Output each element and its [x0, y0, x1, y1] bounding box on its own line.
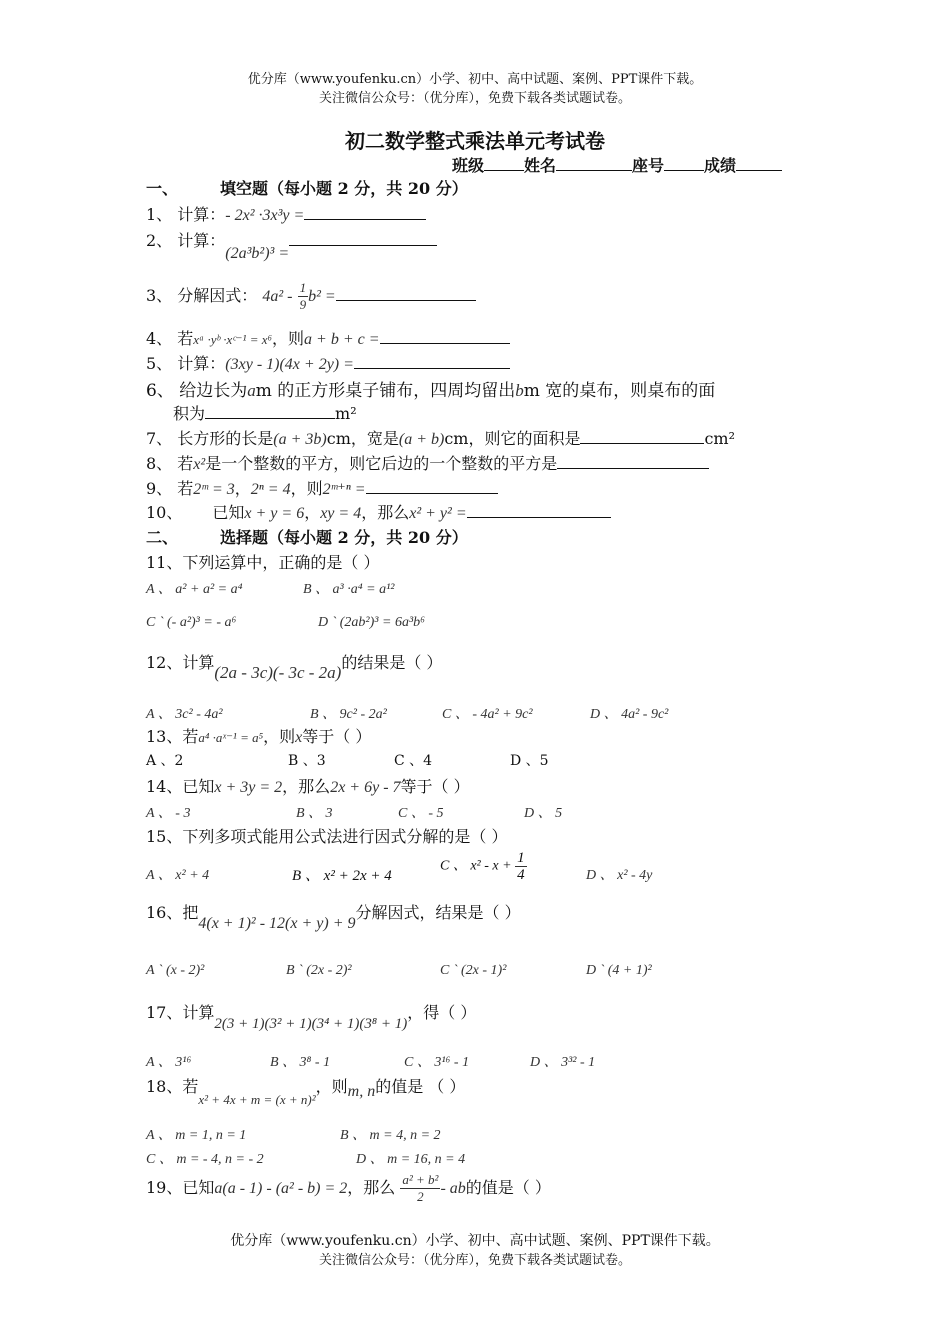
q16-expression: 4(x + 1)² - 12(x + y) + 9	[198, 915, 356, 932]
q4-mid: ，则	[272, 329, 305, 348]
q10-expression-2: xy = 4	[320, 505, 362, 522]
q19-expression: a(a - 1) - (a² - b) = 2	[214, 1180, 348, 1197]
question-17	[146, 1000, 477, 1032]
q9-mid: ，则	[290, 479, 323, 498]
q19-prefix: 19、已知	[146, 1178, 215, 1197]
q12-expression: (2a - 3c)(- 3c - 2a)	[214, 663, 342, 682]
name-blank[interactable]	[556, 156, 632, 171]
section-2-number: 二、	[146, 528, 179, 547]
q8-expression: x²	[193, 456, 206, 473]
section-2-heading	[146, 525, 468, 548]
q15-option-a[interactable]: A 、 x² + 4	[146, 868, 210, 883]
q4-answer-blank[interactable]	[380, 329, 510, 344]
q1-answer-blank[interactable]	[304, 205, 426, 220]
q6-answer-blank[interactable]	[205, 404, 335, 419]
q16-prefix: 16、把	[146, 903, 199, 922]
header-line-2: 关注微信公众号：（优分库），免费下载各类试题试卷。	[318, 91, 631, 106]
class-label: 班级	[452, 156, 485, 175]
question-16	[146, 900, 521, 932]
q10-text: 已知	[212, 503, 245, 522]
q10-separator: ，	[304, 503, 321, 522]
q4-prefix: 4、 若	[146, 329, 194, 348]
q18-prefix: 18、若	[146, 1077, 199, 1096]
q18-expression: x² + 4x + m = (x + n)²	[198, 1092, 316, 1107]
q19-fraction	[400, 1172, 440, 1205]
q14-expression-1: x + 3y = 2	[214, 779, 283, 796]
q7-mid-1: cm，宽是	[326, 429, 399, 448]
q1-prefix: 1、 计算：	[146, 205, 226, 224]
q15-option-c-text: C 、 x² - x +	[440, 858, 512, 874]
q7-length: (a + 3b)	[273, 431, 327, 448]
score-blank[interactable]	[736, 156, 782, 171]
question-18	[146, 1074, 466, 1107]
q9-separator: ，	[234, 479, 251, 498]
question-10	[146, 500, 611, 523]
q4-expression-2: a + b + c =	[304, 331, 380, 348]
q12-option-b[interactable]: B 、 9c² - 2a²	[310, 707, 387, 722]
q7-unit: cm²	[704, 429, 736, 448]
q16-option-a[interactable]: A ` (x - 2)²	[146, 963, 205, 978]
section-1-heading	[146, 176, 468, 199]
header-line-1: 优分库（www.youfenku.cn）小学、初中、高中试题、案例、PPT课件下载。	[247, 72, 703, 87]
question-6-line-2	[173, 401, 357, 424]
q4-expression: xᵃ ·yᵇ ·xᶜ⁻¹ = x⁶	[193, 332, 273, 347]
q13-option-c[interactable]: C 、4	[394, 753, 433, 769]
q7-answer-blank[interactable]	[580, 429, 704, 444]
q13-option-d[interactable]: D 、5	[510, 753, 549, 769]
q11-option-a[interactable]: A 、 a² + a² = a⁴	[146, 582, 243, 597]
q2-prefix: 2、 计算：	[146, 231, 226, 250]
section-1-text: 填空题（每小题 2 分，共 20 分）	[220, 179, 468, 198]
question-2	[146, 228, 437, 262]
score-label: 成绩	[704, 156, 737, 175]
q9-expression-3: 2ᵐ⁺ⁿ =	[322, 481, 366, 498]
q6-text-b: m 的正方形桌子铺布，四周均留出	[255, 381, 516, 401]
q12-prefix: 12、计算	[146, 653, 215, 672]
question-8	[146, 451, 709, 474]
question-4	[146, 326, 510, 349]
q14-option-b[interactable]: B 、 3	[296, 806, 333, 821]
q18-option-c[interactable]: C 、 m = - 4, n = - 2	[146, 1152, 264, 1167]
footer-line-2: 关注微信公众号：（优分库），免费下载各类试题试卷。	[318, 1253, 631, 1268]
q13-option-a[interactable]: A 、2	[146, 753, 184, 769]
q6-text-c: m 宽的桌布，则桌布的面	[523, 381, 716, 401]
q3-prefix: 3、 分解因式：	[146, 286, 258, 305]
q15-fraction-denominator: 4	[517, 867, 525, 883]
q6-text-a: 6、 给边长为	[146, 381, 248, 401]
q7-mid-2: cm，则它的面积是	[444, 429, 581, 448]
q10-mid: ，那么	[361, 503, 410, 522]
q18-text: 的值是 （ ）	[375, 1077, 466, 1096]
q8-text: 是一个整数的平方，则它后边的一个整数的平方是	[205, 454, 558, 473]
q8-prefix: 8、 若	[146, 454, 194, 473]
q17-option-c[interactable]: C 、 3¹⁶ - 1	[404, 1055, 470, 1070]
q19-mid: ，那么	[347, 1178, 396, 1197]
q5-expression: (3xy - 1)(4x + 2y) =	[225, 356, 354, 373]
q11-option-c[interactable]: C ` (- a²)³ = - a⁶	[146, 615, 237, 630]
q19-fraction-numerator: a² + b²	[402, 1172, 439, 1187]
q13-prefix: 13、若	[146, 727, 199, 746]
q17-option-d[interactable]: D 、 3³² - 1	[530, 1055, 596, 1070]
seat-blank[interactable]	[664, 156, 704, 171]
section-2-text: 选择题（每小题 2 分，共 20 分）	[220, 528, 468, 547]
q16-option-d[interactable]: D ` (4 + 1)²	[586, 963, 652, 978]
student-info-line	[452, 153, 782, 176]
q17-text: ，得（ ）	[407, 1003, 477, 1022]
q1-expression: - 2x² ·3x³y =	[225, 207, 305, 224]
q14-option-a[interactable]: A 、 - 3	[146, 806, 191, 821]
q14-mid: ，那么	[282, 777, 331, 796]
q11-option-d[interactable]: D ` (2ab²)³ = 6a³b⁶	[318, 615, 426, 630]
q2-expression: (2a³b²)³ =	[225, 245, 290, 262]
question-14	[146, 774, 470, 797]
q10-expression-1: x + y = 6	[244, 505, 305, 522]
q15-option-c[interactable]	[440, 850, 527, 883]
q13-expression: a⁴ ·aˣ⁻¹ = a⁵	[198, 730, 264, 745]
q14-text: 等于（ ）	[400, 777, 470, 796]
q9-answer-blank[interactable]	[366, 479, 498, 494]
q11-option-b[interactable]: B 、 a³ ·a⁴ = a¹²	[303, 582, 395, 597]
q3-answer-blank[interactable]	[336, 286, 476, 301]
q15-option-c-fraction	[515, 850, 527, 883]
q2-answer-blank[interactable]	[289, 231, 437, 246]
q12-option-c[interactable]: C 、 - 4a² + 9c²	[442, 707, 533, 722]
question-9	[146, 476, 498, 499]
question-6	[146, 376, 715, 401]
q16-option-b[interactable]: B ` (2x - 2)²	[286, 963, 352, 978]
q7-width: (a + b)	[398, 431, 445, 448]
q16-option-c[interactable]: C ` (2x - 1)²	[440, 963, 507, 978]
question-13	[146, 724, 371, 747]
q15-option-b[interactable]: B 、 x² + 2x + 4	[292, 868, 392, 884]
q15-fraction-numerator: 1	[517, 850, 525, 866]
name-label: 姓名	[524, 156, 557, 175]
q13-variable: x	[295, 729, 303, 746]
page-title: 初二数学整式乘法单元考试卷	[345, 129, 605, 153]
question-5	[146, 351, 510, 374]
q8-answer-blank[interactable]	[557, 454, 709, 469]
q3-fraction-numerator: 1	[299, 280, 307, 295]
q6-var-a: a	[247, 381, 256, 400]
q19-fraction-denominator: 2	[417, 1189, 424, 1204]
q19-text: 的值是（ ）	[465, 1178, 551, 1197]
q18-option-b[interactable]: B 、 m = 4, n = 2	[340, 1128, 441, 1143]
q9-prefix: 9、 若	[146, 479, 194, 498]
question-15: 15、下列多项式能用公式法进行因式分解的是（ ）	[146, 827, 508, 846]
question-1	[146, 202, 426, 225]
q17-option-a[interactable]: A 、 3¹⁶	[146, 1055, 192, 1070]
q18-option-d[interactable]: D 、 m = 16, n = 4	[356, 1152, 466, 1167]
question-11: 11、下列运算中，正确的是（ ）	[146, 553, 380, 572]
q5-prefix: 5、 计算：	[146, 354, 226, 373]
q9-expression-2: 2ⁿ = 4	[250, 481, 291, 498]
q13-option-b[interactable]: B 、3	[288, 753, 326, 769]
q3-fraction-denominator: 9	[299, 297, 307, 312]
q3-expression-b: b² =	[308, 288, 336, 305]
q13-text: 等于（ ）	[302, 727, 372, 746]
q16-text: 分解因式，结果是（ ）	[355, 903, 521, 922]
q7-prefix: 7、 长方形的长是	[146, 429, 274, 448]
q14-expression-2: 2x + 6y - 7	[330, 779, 401, 796]
q18-option-a[interactable]: A 、 m = 1, n = 1	[146, 1128, 247, 1143]
q3-expression-a: 4a² -	[262, 288, 293, 305]
q15-option-d[interactable]: D 、 x² - 4y	[586, 868, 653, 883]
section-1-number: 一、	[146, 179, 179, 198]
q19-expression-2: - ab	[440, 1180, 466, 1197]
q5-answer-blank[interactable]	[354, 354, 510, 369]
q14-option-c[interactable]: C 、 - 5	[398, 806, 444, 821]
q18-variables: m, n	[347, 1083, 376, 1100]
footer-line-1: 优分库（www.youfenku.cn）小学、初中、高中试题、案例、PPT课件下载。	[230, 1233, 720, 1249]
q14-prefix: 14、已知	[146, 777, 215, 796]
class-blank[interactable]	[484, 156, 524, 171]
q10-prefix: 10、	[146, 503, 183, 522]
q12-option-d[interactable]: D 、 4a² - 9c²	[590, 707, 669, 722]
q6-var-b: b	[515, 381, 524, 400]
q6-unit: m²	[335, 404, 357, 423]
q18-mid: ，则	[315, 1077, 348, 1096]
question-19	[146, 1172, 551, 1205]
q3-fraction	[298, 280, 309, 313]
question-3	[146, 280, 476, 313]
q12-text: 的结果是（ ）	[341, 653, 443, 672]
q17-expression: 2(3 + 1)(3² + 1)(3⁴ + 1)(3⁸ + 1)	[214, 1016, 408, 1032]
q10-expression-3: x² + y² =	[409, 505, 467, 522]
q10-answer-blank[interactable]	[467, 503, 611, 518]
q14-option-d[interactable]: D 、 5	[524, 806, 563, 821]
q9-expression-1: 2ᵐ = 3	[193, 481, 235, 498]
seat-label: 座号	[632, 156, 665, 175]
q17-prefix: 17、计算	[146, 1003, 215, 1022]
question-12	[146, 650, 443, 682]
q17-option-b[interactable]: B 、 3⁸ - 1	[270, 1055, 331, 1070]
q13-mid: ，则	[263, 727, 296, 746]
q12-option-a[interactable]: A 、 3c² - 4a²	[146, 707, 223, 722]
q6-text-d: 积为	[173, 404, 206, 423]
question-7	[146, 426, 735, 449]
